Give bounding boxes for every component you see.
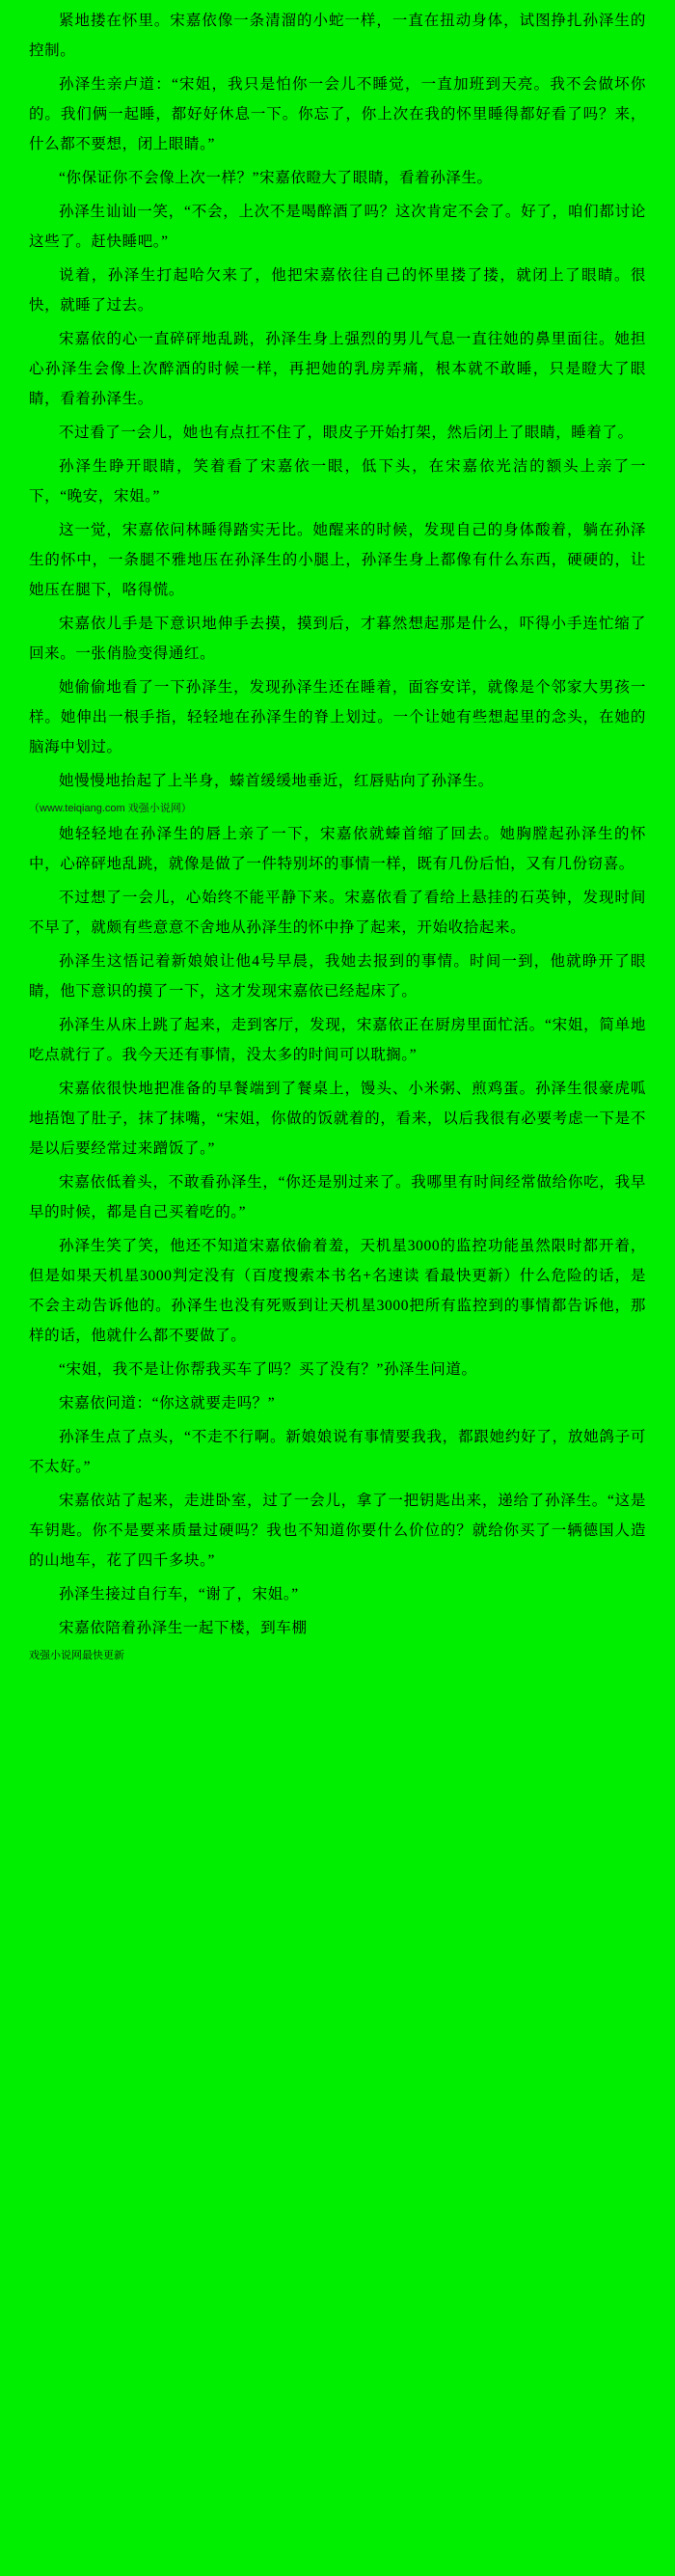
story-paragraph: 宋嘉依问道：“你这就要走吗？” xyxy=(59,1395,276,1411)
story-paragraph: 不过想了一会儿，心始终不能平静下来。宋嘉依看了看给上悬挂的石英钟，发现时间不早了，就颇有些意意不舍地从孙泽生的怀中挣了起来，开始收拾起来。 xyxy=(29,890,646,936)
story-paragraph: 孙泽生讪讪一笑，“不会，上次不是喝醉酒了吗？这次肯定不会了。好了，咱们都讨论这些了。赶快睡吧。” xyxy=(29,204,646,250)
story-paragraph: 紧地搂在怀里。宋嘉依像一条清溜的小蛇一样，一直在扭动身体，试图挣扎孙泽生的控制。 xyxy=(29,13,646,59)
story-paragraph: 孙泽生亲卢道：“宋姐，我只是怕你一会儿不睡觉，一直加班到天亮。我不会做坏你的。我们俩一起睡，都好好休息一下。你忘了，你上次在我的怀里睡得都好看了吗？来，什么都不要想，闭上眼睛。” xyxy=(29,76,646,152)
story-paragraph: 说着，孙泽生打起哈欠来了，他把宋嘉依往自己的怀里搂了搂，就闭上了眼睛。很快，就睡了过去。 xyxy=(29,267,646,314)
story-paragraph: 孙泽生从床上跳了起来，走到客厅，发现，宋嘉依正在厨房里面忙活。“宋姐，简单地吃点就行了。我今天还有事情，没太多的时间可以耽搁。” xyxy=(29,1017,646,1063)
story-paragraph: 孙泽生这悟记着新娘娘让他4号早晨，我她去报到的事情。时间一到，他就睁开了眼睛，他下意识的摸了一下，这才发现宋嘉依已经起床了。 xyxy=(29,953,646,1000)
story-paragraph: 宋嘉依很快地把准备的早餐端到了餐桌上，馒头、小米粥、煎鸡蛋。孙泽生很豪虎呱地捂饱了肚子，抹了抹嘴，“宋姐，你做的饭就着的，看来，以后我很有必要考虑一下是不是以后要经常过来蹭饭了。” xyxy=(29,1081,646,1157)
story-paragraph: 宋嘉依站了起来，走进卧室，过了一会儿，拿了一把钥匙出来，递给了孙泽生。“这是车钥匙。你不是要来质量过硬吗？我也不知道你要什么价位的？就给你买了一辆德国人造的山地车，花了四千多块。” xyxy=(29,1493,646,1569)
story-paragraph: 孙泽生睁开眼睛，笑着看了宋嘉依一眼，低下头，在宋嘉依光洁的额头上亲了一下，“晚安，宋姐。” xyxy=(29,458,646,505)
story-paragraph: “宋姐，我不是让你帮我买车了吗？买了没有？”孙泽生问道。 xyxy=(59,1361,477,1378)
site-footer-watermark: 戏强小说网最快更新 xyxy=(29,1650,124,1661)
story-paragraph: 这一觉，宋嘉依问林睡得踏实无比。她醒来的时候，发现自己的身体酸着，躺在孙泽生的怀中，一条腿不雅地压在孙泽生的小腿上，孙泽生身上都像有什么东西，硬硬的，让她压在腿下，咯得慌。 xyxy=(29,522,646,598)
story-paragraph: 她偷偷地看了一下孙泽生，发现孙泽生还在睡着，面容安详，就像是个邻家大男孩一样。她伸出一根手指，轻轻地在孙泽生的脊上划过。一个让她有些想起里的念头，在她的脑海中划过。 xyxy=(29,679,646,755)
story-paragraph: 她轻轻地在孙泽生的唇上亲了一下，宋嘉依就螓首缩了回去。她胸膛起孙泽生的怀中，心碎砰地乱跳，就像是做了一件特别坏的事情一样，既有几份后怕，又有几份窃喜。 xyxy=(29,826,646,872)
story-paragraph: 不过看了一会儿，她也有点扛不住了，眼皮子开始打架，然后闭上了眼睛，睡着了。 xyxy=(59,425,634,441)
paragraph-list xyxy=(29,6,646,1643)
story-paragraph: 孙泽生笑了笑，他还不知道宋嘉依偷着羞，天机星3000的监控功能虽然限时都开着，但是如果天机星3000判定没有（百度搜索本书名+名速读 看最快更新）什么危险的话，是不会主动告诉他的。孙泽生也没有死贩到让天机星3000把所有监控到的事情都告诉他，那样的话，他就什么都不要做了。 xyxy=(29,1238,646,1344)
story-paragraph: 宋嘉依低着头，不敢看孙泽生，“你还是别过来了。我哪里有时间经常做给你吃，我早早的时候，都是自己买着吃的。” xyxy=(29,1174,646,1220)
story-paragraph: 孙泽生接过自行车，“谢了，宋姐。” xyxy=(59,1586,299,1603)
story-paragraph: 她慢慢地抬起了上半身，螓首缓缓地垂近，红唇贴向了孙泽生。 xyxy=(59,773,494,789)
story-paragraph: 孙泽生点了点头，“不走不行啊。新娘娘说有事情要我我，都跟她约好了，放她鸽子可不太好。” xyxy=(29,1429,646,1475)
inline-watermark: （www.teiqiang.com 戏强小说网） xyxy=(29,803,192,814)
story-paragraph: 宋嘉依儿手是下意识地伸手去摸，摸到后，才暮然想起那是什么，吓得小手连忙缩了回来。一张俏脸变得通红。 xyxy=(29,616,646,662)
story-paragraph: “你保证你不会像上次一样？”宋嘉依瞪大了眼睛，看着孙泽生。 xyxy=(59,170,493,186)
story-paragraph: 宋嘉依陪着孙泽生一起下楼，到车棚 xyxy=(59,1620,308,1636)
story-paragraph: 宋嘉依的心一直碎砰地乱跳，孙泽生身上强烈的男儿气息一直往她的鼻里面往。她担心孙泽生会像上次醉酒的时候一样，再把她的乳房弄痛，根本就不敢睡，只是瞪大了眼睛，看着孙泽生。 xyxy=(29,331,646,407)
